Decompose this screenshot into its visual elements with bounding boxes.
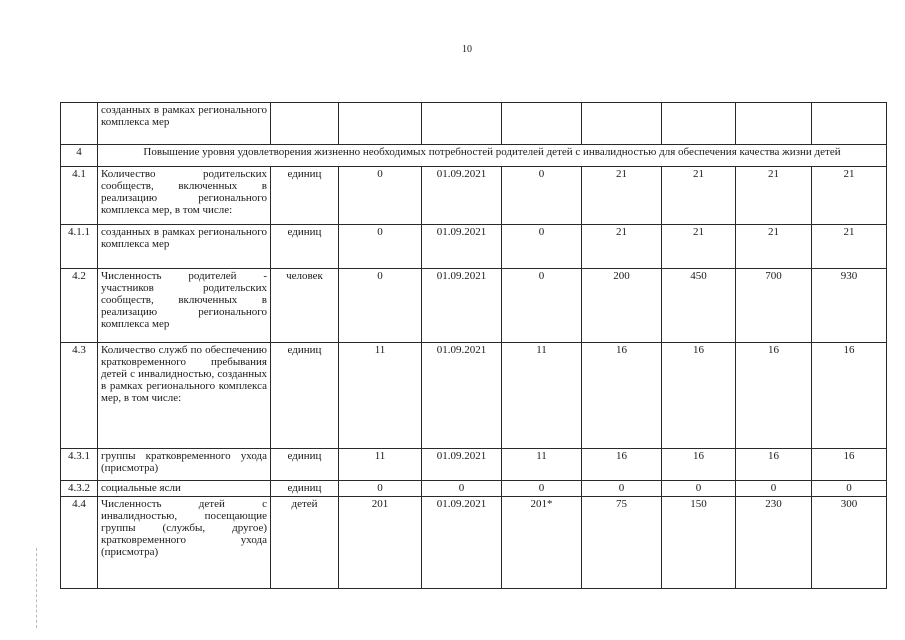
row-value: 0 [502,225,582,269]
row-value: 16 [736,343,812,449]
row-base-value: 201 [339,497,422,589]
row-value: 230 [736,497,812,589]
row-value: 21 [662,167,736,225]
row-base-date: 01.09.2021 [422,449,502,481]
row-name: Количество родительских сообществ, включенных в реализацию регионального комплекса мер, в том числе: [98,167,271,225]
row-unit: единиц [271,225,339,269]
row-number: 4.1.1 [61,225,98,269]
row-value: 75 [582,497,662,589]
row-unit: человек [271,269,339,343]
row-value: 16 [736,449,812,481]
row-base-value: 0 [339,481,422,497]
row-value: 16 [812,449,887,481]
row-value: 16 [662,343,736,449]
table-row [61,343,887,449]
row-value: 150 [662,497,736,589]
row-name: Численность родителей - участников родительских сообществ, включенных в реализацию регионального комплекса мер [98,269,271,343]
table-row [61,449,887,481]
row-value: 0 [812,481,887,497]
row-name: группы кратковременного ухода (присмотра) [98,449,271,481]
row-number: 4.3 [61,343,98,449]
row-number: 4.1 [61,167,98,225]
table-row-continuation [61,103,887,145]
row-base-date: 01.09.2021 [422,343,502,449]
table-row [61,269,887,343]
table-row [61,497,887,589]
row-value: 16 [812,343,887,449]
cell-num [61,103,98,145]
row-value: 21 [582,225,662,269]
table-row [61,225,887,269]
row-value: 11 [502,449,582,481]
row-base-value: 11 [339,343,422,449]
row-value: 300 [812,497,887,589]
section-number: 4 [61,145,98,167]
row-unit: детей [271,497,339,589]
row-value: 16 [582,449,662,481]
row-base-date: 01.09.2021 [422,269,502,343]
row-value: 21 [812,225,887,269]
indicators-table [60,102,887,589]
row-number: 4.4 [61,497,98,589]
row-number: 4.3.1 [61,449,98,481]
row-value: 16 [662,449,736,481]
row-base-value: 11 [339,449,422,481]
row-base-date: 01.09.2021 [422,497,502,589]
row-value: 0 [582,481,662,497]
section-title: Повышение уровня удовлетворения жизненно необходимых потребностей родителей детей с инвалидностью для обеспечения качества жизни детей [98,145,887,167]
row-value: 0 [736,481,812,497]
row-value: 0 [662,481,736,497]
row-base-date: 0 [422,481,502,497]
row-value: 21 [812,167,887,225]
row-name: Численность детей с инвалидностью, посещающие группы (службы, другое) кратковременного ухода (присмотра) [98,497,271,589]
row-value: 21 [736,225,812,269]
row-value: 21 [736,167,812,225]
row-value: 0 [502,481,582,497]
row-unit: единиц [271,449,339,481]
row-unit: единиц [271,481,339,497]
row-base-value: 0 [339,167,422,225]
row-name: созданных в рамках регионального комплекса мер [98,225,271,269]
row-value: 11 [502,343,582,449]
row-number: 4.2 [61,269,98,343]
table-row [61,167,887,225]
row-value: 201* [502,497,582,589]
row-base-value: 0 [339,269,422,343]
row-base-date: 01.09.2021 [422,167,502,225]
row-number: 4.3.2 [61,481,98,497]
page-number: 10 [462,44,472,55]
row-name: социальные ясли [98,481,271,497]
cell-name: созданных в рамках регионального комплекса мер [98,103,271,145]
row-base-value: 0 [339,225,422,269]
row-value: 0 [502,167,582,225]
row-name: Количество служб по обеспечению кратковременного пребывания детей с инвалидностью, созданных в рамках регионального комплекса мер, в том числе: [98,343,271,449]
table-row [61,481,887,497]
row-value: 0 [502,269,582,343]
row-value: 21 [662,225,736,269]
scan-margin-mark [36,548,38,628]
row-unit: единиц [271,167,339,225]
row-value: 16 [582,343,662,449]
row-value: 700 [736,269,812,343]
row-value: 200 [582,269,662,343]
row-value: 930 [812,269,887,343]
row-base-date: 01.09.2021 [422,225,502,269]
row-unit: единиц [271,343,339,449]
section-row [61,145,887,167]
row-value: 21 [582,167,662,225]
row-value: 450 [662,269,736,343]
